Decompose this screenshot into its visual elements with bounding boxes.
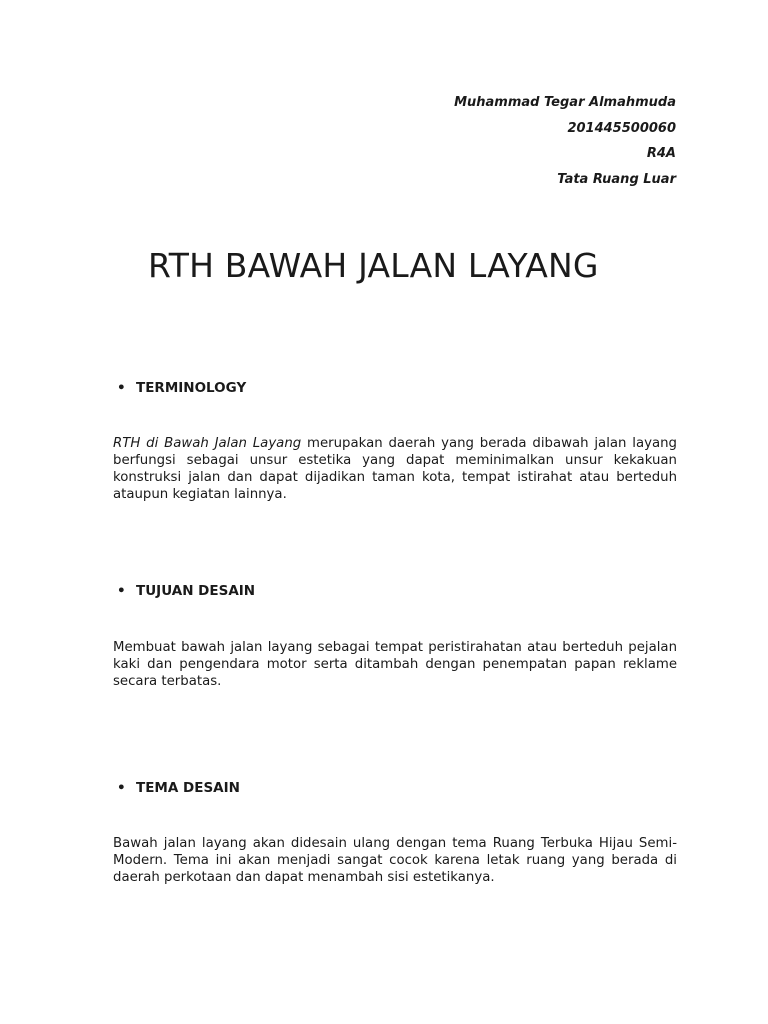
tujuan-desain-paragraph: Membuat bawah jalan layang sebagai tempat peristirahatan atau berteduh pejalan kaki dan pengendara motor serta ditambah dengan penempatan papan reklame secara terbatas. [113,640,677,689]
section-heading-label: TERMINOLOGY [136,380,247,396]
page-title: RTH BAWAH JALAN LAYANG [148,246,599,285]
section-heading-label: TUJUAN DESAIN [136,583,256,599]
bullet-icon: • [117,780,126,796]
author-name: Muhammad Tegar Almahmuda [454,95,676,110]
course-name: Tata Ruang Luar [557,171,676,187]
terminology-text: merupakan daerah yang berada dibawah jalan layang berfungsi sebagai unsur estetika yang dapat meminimalkan unsur kekakuan konstruksi jalan dan dapat dijadikan taman kota, tempat istirahat atau berteduh ataupun kegiatan lainnya. [113,436,678,502]
author-info [454,90,676,192]
student-id: 201445500060 [567,120,676,136]
section-heading-tujuan-desain [117,583,255,599]
section-heading-label: TEMA DESAIN [136,780,240,796]
class-code: R4A [646,146,676,162]
terminology-paragraph [113,435,677,503]
term-highlight: RTH di Bawah Jalan Layang [113,436,302,451]
section-heading-tema-desain [117,780,240,796]
bullet-icon: • [117,380,126,396]
section-heading-terminology [117,380,246,396]
bullet-icon: • [117,583,126,599]
tema-desain-paragraph: Bawah jalan layang akan didesain ulang dengan tema Ruang Terbuka Hijau Semi-Modern. Tema ini akan menjadi sangat cocok karena letak ruang yang berada di daerah perkotaan dan dapat menambah sisi estetikanya. [113,836,677,885]
